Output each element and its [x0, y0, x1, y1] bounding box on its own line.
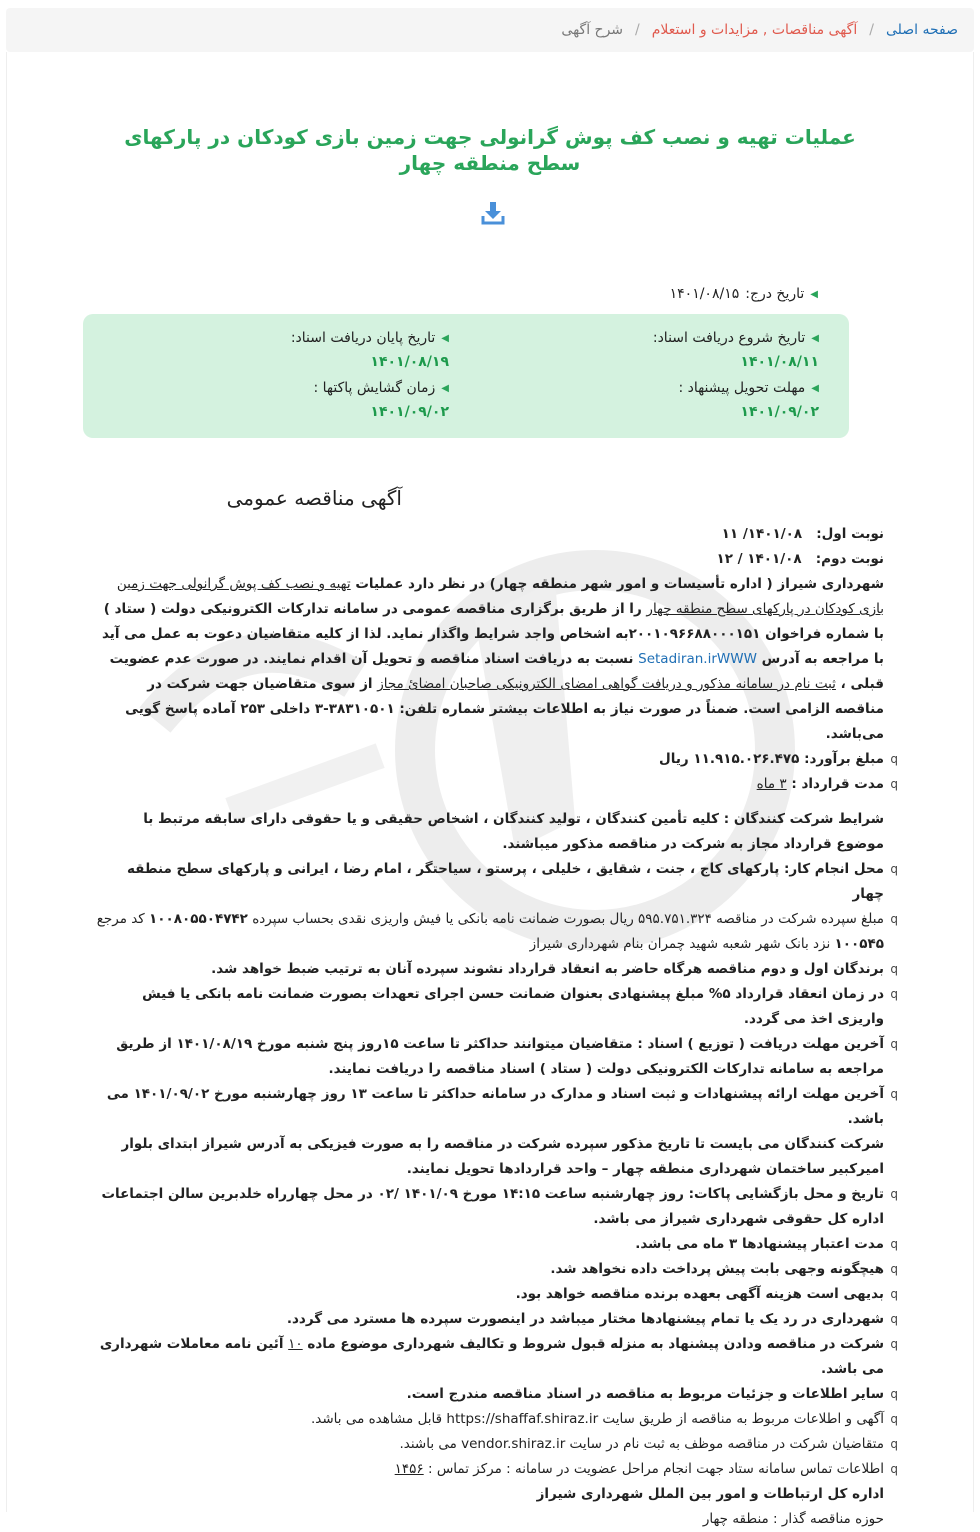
subject-underlined: تهیه و نصب کف پوش گرانولی جهت زمین بازی کودکان در پارکهای سطح منطقه چهار	[116, 576, 884, 617]
list-item: q شهرداری در رد یک یا تمام پیشنهادها مختار میباشد در اینصورت سپرده ها مسترد می گردد.	[286, 1311, 898, 1327]
doc-end-label: تاریخ پایان دریافت اسناد:	[290, 330, 436, 346]
list-item: q در زمان انعقاد قرارداد ۵% مبلغ پیشنهادی بعنوان ضمانت حسن اجرای تعهدات بصورت ضمانت نامه بانکی یا فیش واریزی اخذ می گردد.	[142, 986, 898, 1027]
list-item: q تاریخ و محل بازگشایی پاکات: روز چهارشنبه ساعت ۱۴:۱۵ مورخ ۱۴۰۱/۰۹ /۰۲ در محل چهارراه خلدبرین سالن اجتماعات اداره کل حقوقی شهرداری شیراز می باشد.	[101, 1186, 898, 1227]
list-item: q آخرین مهلت دریافت ( توزیع ) اسناد : متقاضیان میتوانند حداکثر تا ساعت ۱۵روز پنج شنبه مورخ ۱۴۰۱/۰۸/۱۹ از طریق مراجعه به سامانه تدارکات الکترونیکی دولت ( ستاد ) اسناد مناقصه را دریافت نمایند.	[116, 1036, 898, 1077]
first-round: نوبت اول: ۱۴۰۱/۰۸/ ۱۱	[721, 526, 884, 542]
triangle-bullet-icon: ◀	[811, 332, 819, 344]
frame-border-right	[973, 52, 974, 1512]
deadline-value: ۱۴۰۱/۰۹/۰۲	[740, 404, 819, 420]
page-title: عملیات تهیه و نصب کف پوش گرانولی جهت زمین بازی کودکان در پارکهای سطح منطقه چهار	[124, 125, 856, 175]
triangle-bullet-icon: ◀	[441, 332, 449, 344]
list-item: q متقاضیان شرکت در مناقصه موظف به ثبت نام در سایت vendor.shiraz.ir می باشند.	[399, 1436, 898, 1452]
tender-zone: حوزه مناقصه گذار : منطقه چهار	[702, 1511, 884, 1527]
insert-date-label: تاریخ درج:	[745, 286, 805, 302]
signature: اداره کل ارتباطات و امور بین الملل شهرداری شیراز	[536, 1486, 884, 1502]
second-round: نوبت دوم: ۱۴۰۱/۰۸ / ۱۲	[716, 551, 884, 567]
intro-paragraph: شهرداری شیراز ( اداره تأسیسات و امور شهر منطقه چهار) در نظر دارد عملیات تهیه و نصب کف پوش گرانولی جهت زمین بازی کودکان در پارکهای سطح منطقه چهار را از طریق برگزاری مناقصه عمومی در سامانه تدارکات الکترونیکی دولت ( ستاد ) با شماره فراخوان ۲۰۰۱۰۹۶۶۸۸۰۰۰۱۵۱به اشخاص واجد شرایط واگذار نماید. لذا از کلیه متقاضیان دعوت به عمل می آید با مراجعه به آدرس Setadiran.irWWW نسبت به دریافت اسناد مناقصه و تحویل آن اقدام نمایند. در صورت عدم عضویت قبلی ، ثبت نام در سامانه مذکور و دریافت گواهی امضای الکترونیکی صاحبان امضائ مجاز از سوی متقاضیان جهت شرکت در مناقصه الزامی است. ضمناً در صورت نیاز به اطلاعات بیشتر شماره تلفن: ۳۸۳۱۰۵۰۱-۳ داخلی ۲۵۳ آماده پاسخ گویی می‌باشد.	[101, 576, 884, 742]
breadcrumb-separator: /	[635, 22, 640, 38]
insert-date-value: ۱۴۰۱/۰۸/۱۵	[669, 286, 740, 302]
list-item: q برندگان اول و دوم مناقصه هرگاه حاضر به انعقاد قرارداد نشوند سپرده آنان به ترتیب ضبط خواهد شد.	[211, 961, 898, 977]
list-item: q آگهی و اطلاعات مربوط به مناقصه از طریق سایت https://shaffaf.shiraz.ir قابل مشاهده می باشد.	[310, 1411, 898, 1427]
triangle-bullet-icon: ◀	[441, 382, 449, 394]
doc-start-label: تاریخ شروع دریافت اسناد:	[652, 330, 806, 346]
opening-cell	[313, 380, 449, 420]
opening-label: زمان گشایش پاکتها :	[313, 380, 436, 396]
list-item: q بدیهی است هزینه آگهی بعهده برنده مناقصه خواهد بود.	[515, 1286, 898, 1302]
frame-border-left	[6, 52, 7, 1512]
triangle-bullet-icon: ◀	[810, 288, 818, 300]
list-item: q آخرین مهلت ارائه پیشنهادات و ثبت اسناد و مدارک در سامانه حداکثر تا ساعت ۱۳ روز چهارشنبه مورخ ۱۴۰۱/۰۹/۰۲ می باشد.	[106, 1086, 898, 1127]
insert-date	[670, 286, 818, 302]
doc-start-cell	[653, 330, 819, 370]
breadcrumb-separator: /	[869, 22, 874, 38]
setad-link[interactable]: Setadiran.irWWW	[638, 651, 757, 667]
doc-end-value: ۱۴۰۱/۰۸/۱۹	[370, 354, 449, 370]
deadline-cell	[678, 380, 819, 420]
notice-body	[94, 522, 898, 1532]
conditions: شرایط شرکت کنندگان : کلیه تأمین کنندگان ، تولید کنندگان ، اشخاص حقیقی و یا حقوقی دارای سابقه مرتبط با موضوع قرارداد مجاز به شرکت در مناقصه مذکور میباشند.	[143, 811, 884, 852]
register-underlined: ثبت نام در سامانه مذکور و دریافت گواهی امضای الکترونیکی صاحبان امضائ مجاز	[377, 676, 836, 692]
list-item: q هیچگونه وجهی بابت پیش پرداخت داده نخواهد شد.	[550, 1261, 898, 1277]
breadcrumb	[6, 8, 974, 52]
list-item: q شرکت در مناقصه ودادن پیشنهاد به منزله قبول شروط و تکالیف شهرداری موضوع ماده ۱۰ آئین نامه معاملات شهرداری می باشد.	[99, 1336, 898, 1377]
physical-delivery: شرکت کنندگان می بایست تا تاریخ مذکور سپرده شرکت در مناقصه را به صورت فیزیکی به آدرس شیراز ابتدای بلوار امیرکبیر ساختمان شهرداری منطقه چهار – واحد قراردادها تحویل نمایند.	[121, 1136, 884, 1177]
opening-value: ۱۴۰۱/۰۹/۰۲	[370, 404, 449, 420]
list-item: q مبلغ سپرده شرکت در مناقصه ۵۹۵.۷۵۱.۳۲۴ ریال بصورت ضمانت نامه بانکی یا فیش واریزی نقدی بحساب سپرده ۱۰۰۸۰۵۵۰۴۷۴۲ کد مرجع ۱۰۰۵۴۵ نزد بانک شهر شعبه شهید چمران بنام شهرداری شیراز	[96, 911, 898, 952]
list-item: q مدت قرارداد : ۳ ماه	[756, 776, 898, 792]
breadcrumb-category-link[interactable]: آگهی مناقصات , مزایدات و استعلام	[651, 22, 858, 38]
breadcrumb-current: شرح آگهی	[561, 22, 624, 38]
breadcrumb-home-link[interactable]: صفحه اصلی	[885, 22, 958, 38]
list-item: q اطلاعات تماس سامانه ستاد جهت انجام مراحل عضویت در سامانه : مرکز تماس : ۱۴۵۶	[394, 1461, 898, 1477]
list-item: q مدت اعتبار پیشنهادها ۳ ماه می باشد.	[635, 1236, 898, 1252]
doc-end-cell	[291, 330, 449, 370]
list-item: q مبلغ برآورد: ۱۱.۹۱۵.۰۲۶.۴۷۵ ریال	[659, 751, 898, 767]
list-item: q سایر اطلاعات و جزئیات مربوط به مناقصه در اسناد مناقصه مندرج است.	[406, 1386, 898, 1402]
download-icon[interactable]	[480, 200, 506, 226]
notice-title: آگهی مناقصه عمومی	[226, 486, 402, 510]
deadline-label: مهلت تحویل پیشنهاد :	[678, 380, 806, 396]
doc-start-value: ۱۴۰۱/۰۸/۱۱	[740, 354, 819, 370]
list-item: q محل انجام کار: پارکهای کاج ، جنت ، شقایق ، خلیلی ، پرستو ، سیاحتگر ، امام رضا ، ایرانی و پارکهای سطح منطقه چهار	[126, 861, 898, 902]
dates-info-box	[83, 314, 849, 438]
triangle-bullet-icon: ◀	[811, 382, 819, 394]
